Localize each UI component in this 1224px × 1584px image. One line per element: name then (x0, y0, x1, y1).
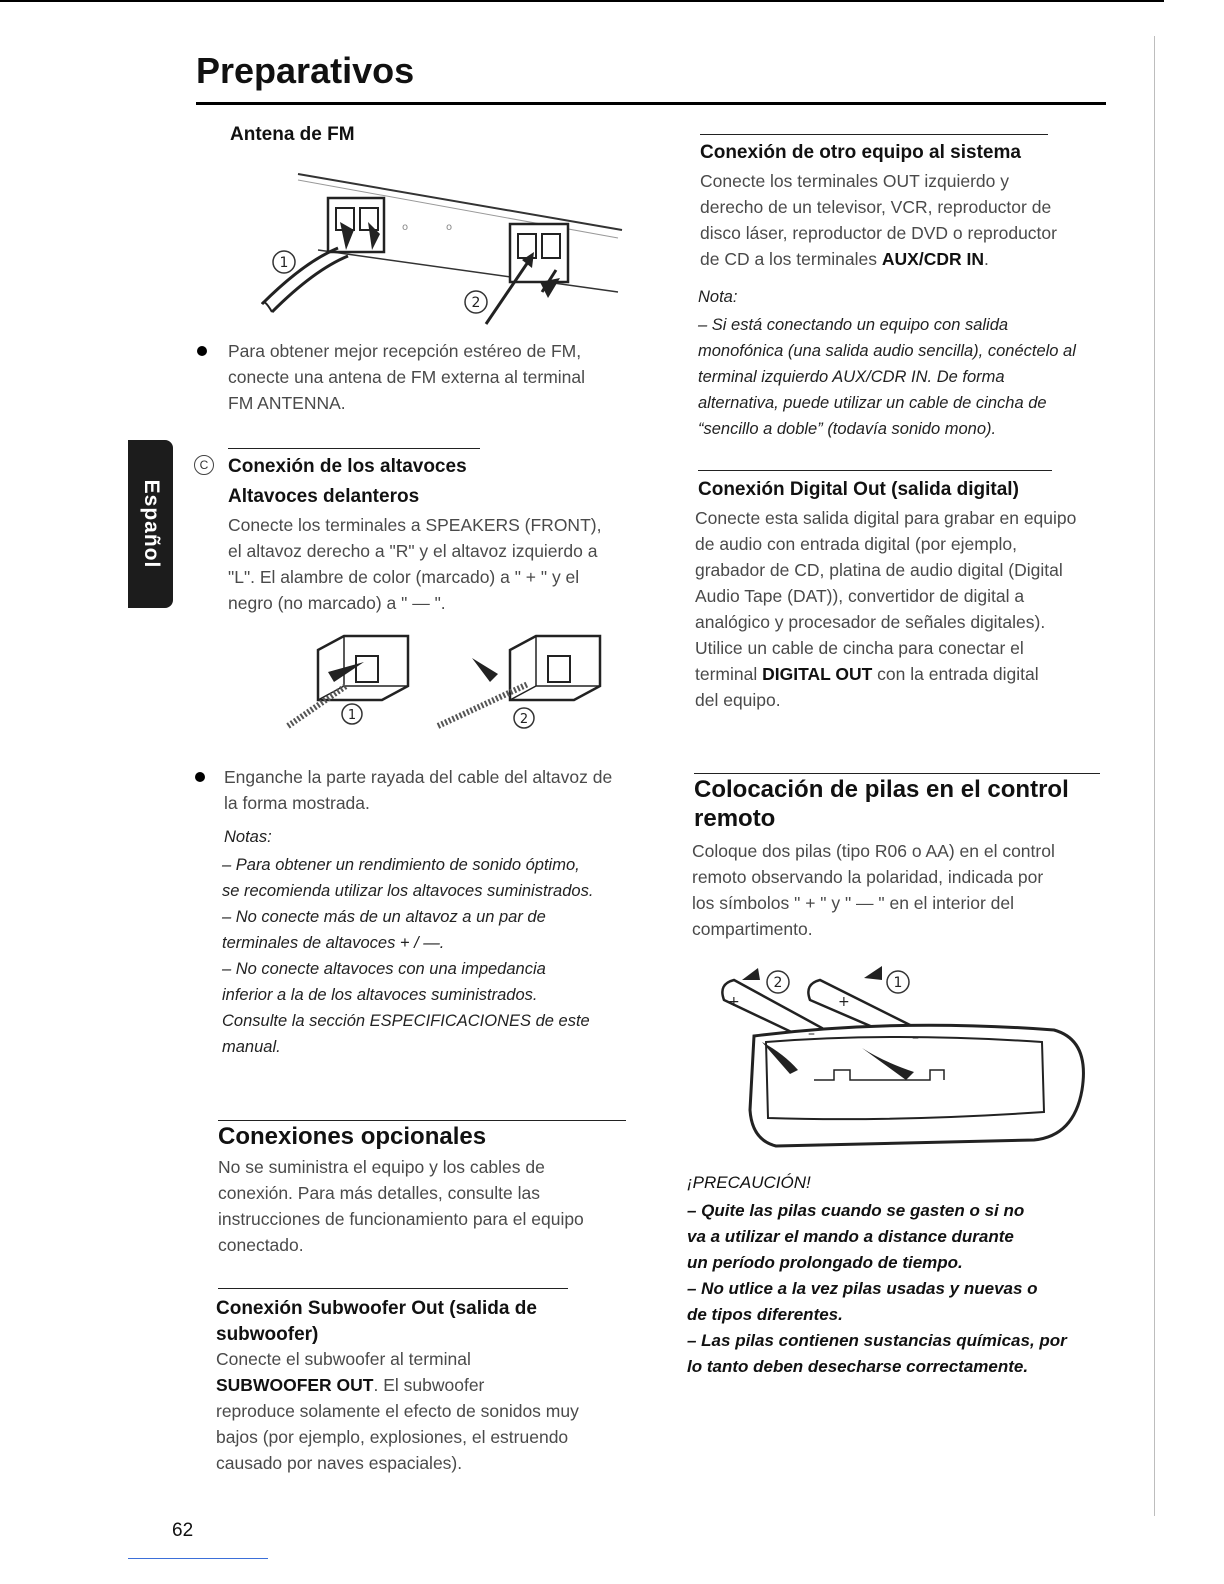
svg-text:o: o (446, 222, 453, 233)
speakers-heading: Conexión de los altavoces (228, 456, 467, 477)
mono-note-line-2: monofónica (una salida audio sencilla), conéctelo al (698, 342, 1076, 360)
subwoofer-line-4: bajos (por ejemplo, explosiones, el estruendo (216, 1427, 569, 1447)
other-line-4-prefix: de CD a los terminales (700, 249, 882, 269)
subwoofer-line-2 (216, 1372, 636, 1398)
batteries-text (692, 838, 1132, 942)
digital-rule (698, 470, 1052, 471)
other-line-4 (700, 246, 1140, 272)
page-number: 62 (172, 1520, 194, 1541)
bullet-dot (195, 772, 205, 782)
speakers-line-3: "L". El alambre de color (marcado) a " + " y el (228, 567, 580, 587)
subwoofer-line-2-rest: . El subwoofer (373, 1375, 485, 1395)
digital-out-terminal: DIGITAL OUT (762, 664, 873, 684)
top-rule (0, 0, 1164, 2)
batteries-line-1: Coloque dos pilas (tipo R06 o AA) en el control (692, 841, 1055, 861)
note-line-4: terminales de altavoces + / —. (222, 934, 445, 952)
optional-text (218, 1154, 638, 1258)
batteries-line-2: remoto observando la polaridad, indicada por (692, 867, 1044, 887)
front-speakers-subheading: Altavoces delanteros (228, 486, 420, 507)
digital-line-2: de audio con entrada digital (por ejemplo, (695, 534, 1018, 554)
subwoofer-line-5: causado por naves espaciales). (216, 1453, 463, 1473)
speakers-text (228, 512, 648, 616)
notes-title: Notas: (224, 828, 272, 846)
note-line-5: – No conecte altavoces con una impedancia (222, 960, 546, 978)
page-title: Preparativos (196, 50, 415, 91)
bullet-dot (197, 346, 207, 356)
mono-note-line-5: “sencillo a doble” (todavía sonido mono). (698, 420, 997, 438)
optional-rule (218, 1120, 626, 1121)
optional-line-1: No se suministra el equipo y los cables de (218, 1157, 545, 1177)
speaker-wire-figure (228, 622, 628, 740)
footer-rule (128, 1558, 268, 1559)
fm-line-3: FM ANTENNA. (228, 393, 346, 413)
digital-out-heading: Conexión Digital Out (salida digital) (698, 479, 1019, 500)
fm-antenna-text (228, 338, 648, 416)
subwoofer-heading-line-2: subwoofer) (216, 1324, 319, 1345)
title-rule (196, 102, 1106, 105)
subwoofer-rule (218, 1288, 568, 1289)
digital-line-7-suffix: con la entrada digital (872, 664, 1039, 684)
other-line-1: Conecte los terminales OUT izquierdo y (700, 171, 1009, 191)
nota-title: Nota: (698, 288, 738, 306)
remote-plus-symbol-1: + (728, 994, 740, 1010)
digital-line-1: Conecte esta salida digital para grabar en equipo (695, 508, 1077, 528)
digital-line-8: del equipo. (695, 690, 781, 710)
remote-callout-1-label: 1 (893, 975, 903, 991)
batteries-heading-line-2: remoto (694, 805, 776, 832)
fm-antenna-figure (222, 152, 632, 334)
caution-line-3: un período prolongado de tiempo. (687, 1253, 963, 1272)
subwoofer-text (216, 1346, 636, 1476)
other-line-4-suffix: . (983, 249, 989, 269)
digital-line-7-prefix: terminal (695, 664, 763, 684)
caution-text (687, 1198, 1117, 1380)
remote-minus-symbol-2: – (912, 1030, 919, 1046)
speakers-line-2: el altavoz derecho a "R" y el altavoz izquierdo a (228, 541, 598, 561)
digital-line-6: Utilice un cable de cincha para conectar el (695, 638, 1024, 658)
speakers-line-1: Conecte los terminales a SPEAKERS (FRONT), (228, 515, 602, 535)
note-line-8: manual. (222, 1038, 281, 1056)
fm-callout-2-label: 2 (471, 295, 481, 311)
wire-line-1: Enganche la parte rayada del cable del altavoz de (224, 767, 613, 787)
caution-line-2: va a utilizar el mando a distance durante (687, 1227, 1014, 1246)
other-equipment-text (700, 168, 1140, 272)
language-tab-label: Español (139, 479, 163, 569)
fm-callout-1-label: 1 (279, 255, 289, 271)
caution-line-5: de tipos diferentes. (687, 1305, 843, 1324)
note-line-1: – Para obtener un rendimiento de sonido óptimo, (222, 856, 580, 874)
subwoofer-line-1: Conecte el subwoofer al terminal (216, 1349, 471, 1369)
remote-minus-symbol-1: – (808, 1026, 815, 1042)
mono-note-line-1: – Si está conectando un equipo con salida (698, 316, 1009, 334)
speaker-notes (222, 852, 642, 1060)
other-equipment-heading: Conexión de otro equipo al sistema (700, 142, 1021, 163)
wire-hook-text (224, 764, 644, 816)
fm-antenna-heading: Antena de FM (230, 124, 355, 145)
speaker-callout-2-label: 2 (519, 712, 529, 727)
subwoofer-heading (216, 1296, 537, 1348)
batteries-heading-line-1: Colocación de pilas en el control (694, 776, 1069, 803)
fm-line-2: conecte una antena de FM externa al terminal (228, 367, 586, 387)
speaker-callout-1-label: 1 (347, 708, 357, 723)
batteries-line-3: los símbolos " + " y " — " en el interior del (692, 893, 1014, 913)
optional-line-2: conexión. Para más detalles, consulte las (218, 1183, 540, 1203)
mono-note (698, 312, 1138, 442)
page-edge (1154, 36, 1155, 1516)
caution-line-1: – Quite las pilas cuando se gasten o si no (687, 1201, 1025, 1220)
subwoofer-line-3: reproduce solamente el efecto de sonidos muy (216, 1401, 579, 1421)
note-line-6: inferior a la de los altavoces suministrados. (222, 986, 538, 1004)
remote-plus-symbol-2: + (838, 994, 850, 1010)
optional-line-4: conectado. (218, 1235, 304, 1255)
digital-out-text (695, 505, 1135, 713)
batteries-heading (694, 775, 1069, 833)
other-equipment-rule (700, 134, 1048, 135)
mono-note-line-4: alternativa, puede utilizar un cable de cincha de (698, 394, 1047, 412)
digital-line-5: analógico y procesador de señales digitales). (695, 612, 1046, 632)
note-line-7: Consulte la sección ESPECIFICACIONES de este (222, 1012, 590, 1030)
remote-battery-figure (694, 950, 1094, 1162)
digital-line-4: Audio Tape (DAT)), convertidor de digital a (695, 586, 1025, 606)
batteries-rule (694, 773, 1100, 774)
speakers-rule (228, 448, 480, 449)
optional-heading: Conexiones opcionales (218, 1123, 487, 1150)
fm-line-1: Para obtener mejor recepción estéreo de FM, (228, 341, 582, 361)
note-line-2: se recomienda utilizar los altavoces suministrados. (222, 882, 594, 900)
subwoofer-heading-line-1: Conexión Subwoofer Out (salida de (216, 1298, 537, 1319)
caution-line-6: – Las pilas contienen sustancias químicas, por (687, 1331, 1067, 1350)
remote-callout-2-label: 2 (773, 975, 783, 991)
batteries-line-4: compartimento. (692, 919, 813, 939)
optional-line-3: instrucciones de funcionamiento para el equipo (218, 1209, 584, 1229)
caution-title: ¡PRECAUCIÓN! (687, 1173, 811, 1192)
aux-cdr-in-terminal: AUX/CDR IN (881, 249, 984, 269)
digital-line-3: grabador de CD, platina de audio digital (Digital (695, 560, 1063, 580)
note-line-3: – No conecte más de un altavoz a un par de (222, 908, 546, 926)
mono-note-line-3: terminal izquierdo AUX/CDR IN. De forma (698, 368, 1005, 386)
digital-line-7 (695, 661, 1135, 687)
wire-line-2: la forma mostrada. (224, 793, 370, 813)
svg-text:o: o (402, 222, 409, 233)
section-marker-c: C (194, 455, 214, 475)
caution-line-7: lo tanto deben desecharse correctamente. (687, 1357, 1029, 1376)
speakers-line-4: negro (no marcado) a " — ". (228, 593, 446, 613)
other-line-2: derecho de un televisor, VCR, reproductor de (700, 197, 1052, 217)
language-tab (128, 440, 173, 608)
subwoofer-out-terminal: SUBWOOFER OUT (216, 1375, 374, 1395)
other-line-3: disco láser, reproductor de DVD o reproductor (700, 223, 1057, 243)
caution-line-4: – No utlice a la vez pilas usadas y nuevas o (687, 1279, 1038, 1298)
